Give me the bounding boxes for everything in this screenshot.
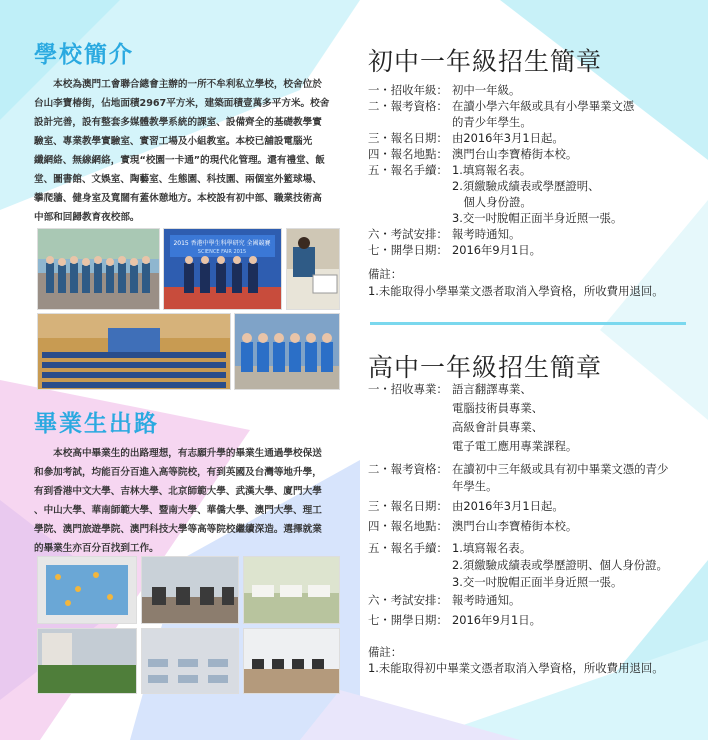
item-value: 在讀小學六年級或具有小學畢業文憑 [452, 99, 635, 113]
photo-canteen [141, 628, 239, 694]
photo-lab [243, 556, 340, 624]
item-value: 2.須繳驗成績表或學歷證明、個人身份證。 [452, 558, 668, 572]
item-value: 澳門台山李寶椿街本校。 [452, 519, 578, 533]
senior-admission-section [368, 348, 690, 384]
item-label: 一・招收年級： [368, 83, 448, 97]
junior-admission-title: 初中一年級招生簡章 [368, 47, 603, 76]
item-label: 七・開學日期： [368, 243, 448, 257]
photo-students-group [37, 228, 160, 310]
graduates-line: 和參加考試，均能百分百進入高等院校，有到英國及台灣等地升學， [34, 467, 322, 478]
item-value: 澳門台山李寶椿街本校。 [452, 147, 578, 161]
graduates-line: 本校高中畢業生的出路理想，有志願升學的畢業生通過學校保送 [34, 448, 322, 459]
photo-climbing-wall-image [38, 557, 136, 623]
item-label: 四・報名地點： [368, 519, 448, 533]
item-value: 電子電工應用專業課程。 [452, 439, 578, 453]
graduates-title: 畢業生出路 [34, 411, 159, 437]
graduates-line: 學院、澳門旅遊學院、澳門科技大學等高等院校繼續深造。選擇就業 [34, 524, 322, 535]
item-label: 四・報名地點： [368, 147, 448, 161]
photo-canteen-image [142, 629, 238, 693]
item-label: 五・報名手續： [368, 541, 448, 555]
photo-science-award-image [164, 229, 281, 309]
item-value: 報考時通知。 [452, 593, 521, 607]
school-intro-line: 堂、圖書館、文娛室、陶藝室、生態園、科技園、兩個室外籃球場、 [34, 174, 322, 185]
item-value: 初中一年級。 [452, 83, 521, 97]
photo-computer-room-image [244, 629, 339, 693]
item-value: 2016年9月1日。 [452, 243, 542, 257]
school-intro-line: 台山李寶椿街，佔地面積2967平方米，建築面積壹萬多平方米。校舍 [34, 98, 330, 109]
section-divider [370, 322, 686, 325]
item-label: 七・開學日期： [368, 613, 448, 627]
left-column [34, 36, 338, 227]
senior-admission-title: 高中一年級招生簡章 [368, 353, 603, 382]
photo-team-blue-shirts-image [235, 314, 339, 389]
item-label: 二・報考資格： [368, 462, 448, 476]
note-title: 備註： [368, 645, 403, 659]
item-label: 六・考試安排： [368, 227, 448, 241]
item-value: 的青少年學生。 [452, 115, 532, 129]
item-value: 2016年9月1日。 [452, 613, 542, 627]
junior-admission-list [368, 82, 690, 282]
school-intro-line: 本校為澳門工會聯合總會主辦的一所不牟利私立學校，校舍位於 [34, 79, 322, 90]
graduates-line: 的畢業生亦百分百找到工作。 [34, 543, 159, 554]
item-label: 二・報考資格： [368, 99, 448, 113]
item-value: 2.須繳驗成績表或學歷證明、 [452, 179, 600, 193]
photo-students-group-image [38, 229, 159, 309]
photo-lab-image [244, 557, 339, 623]
item-value: 電腦技術員專業、 [452, 401, 544, 415]
school-intro-line: 驗室、專業教學實驗室、實習工場及小組教室。本校已舖設電腦光 [34, 136, 313, 147]
photo-eco-garden [37, 628, 137, 694]
banner-text: 2015 香港中學生科學研究 全國競賽 [173, 240, 271, 247]
school-intro-line: 設計完善，設有整套多媒體教學系統的課室、設備齊全的基礎教學實 [34, 117, 322, 128]
note-title: 備註： [368, 267, 403, 281]
photo-gym-image [142, 557, 238, 623]
school-intro-line: 纖網絡、無線網絡，實現“校園一卡通”的現代化管理。還有禮堂、飯 [34, 155, 325, 166]
item-value: 由2016年3月1日起。 [452, 131, 564, 145]
graduates-line: 、中山大學、華南師範大學、暨南大學、華僑大學、澳門大學、理工 [34, 505, 322, 516]
item-value: 語言翻譯專業、 [452, 382, 532, 396]
photo-computer-room [243, 628, 340, 694]
item-value: 年學生。 [452, 479, 498, 493]
banner-subtext: SCIENCE FAIR 2015 [197, 249, 247, 255]
school-intro-title: 學校簡介 [34, 42, 134, 68]
item-label: 一・招收專業： [368, 382, 448, 396]
photo-assembly-hall [37, 313, 231, 390]
graduates-section [34, 405, 338, 558]
photo-team-blue-shirts [234, 313, 340, 390]
photo-climbing-wall [37, 556, 137, 624]
school-intro-line: 中部和回歸教育夜校部。 [34, 212, 140, 223]
senior-admission-list [368, 381, 690, 631]
photo-gym [141, 556, 239, 624]
note-text: 1.未能取得小學畢業文憑者取消入學資格，所收費用退回。 [368, 284, 664, 298]
photo-student-workshop [286, 228, 340, 310]
item-label: 五・報名手續： [368, 163, 448, 177]
item-value: 在讀初中三年級或具有初中畢業文憑的青少 [452, 462, 669, 476]
item-value: 3.交一吋脫帽正面半身近照一張。 [452, 211, 623, 225]
school-intro-line: 攀爬牆、健身室及寬闊有蓋休憩地方。本校設有初中部、職業技術高 [34, 193, 322, 204]
item-value: 3.交一吋脫帽正面半身近照一張。 [452, 575, 623, 589]
item-value: 1.填寫報名表。 [452, 541, 532, 555]
item-value: 報考時通知。 [452, 227, 521, 241]
photo-assembly-hall-image [38, 314, 230, 389]
photo-eco-garden-image [38, 629, 136, 693]
junior-admission-section [368, 42, 690, 78]
photo-science-award [163, 228, 282, 310]
school-intro-text [34, 75, 338, 227]
graduates-line: 有到香港中文大學、吉林大學、北京師範大學、武漢大學、廈門大學 [34, 486, 322, 497]
item-label: 三・報名日期： [368, 499, 448, 513]
item-value: 高級會計員專業、 [452, 420, 544, 434]
item-value: 1.填寫報名表。 [452, 163, 532, 177]
item-label: 六・考試安排： [368, 593, 448, 607]
graduates-text [34, 444, 338, 558]
item-value: 個人身份證。 [452, 195, 532, 209]
item-label: 三・報名日期： [368, 131, 448, 145]
item-value: 由2016年3月1日起。 [452, 499, 564, 513]
photo-student-workshop-image [287, 229, 339, 309]
note-text: 1.未能取得初中畢業文憑者取消入學資格，所收費用退回。 [368, 661, 664, 675]
